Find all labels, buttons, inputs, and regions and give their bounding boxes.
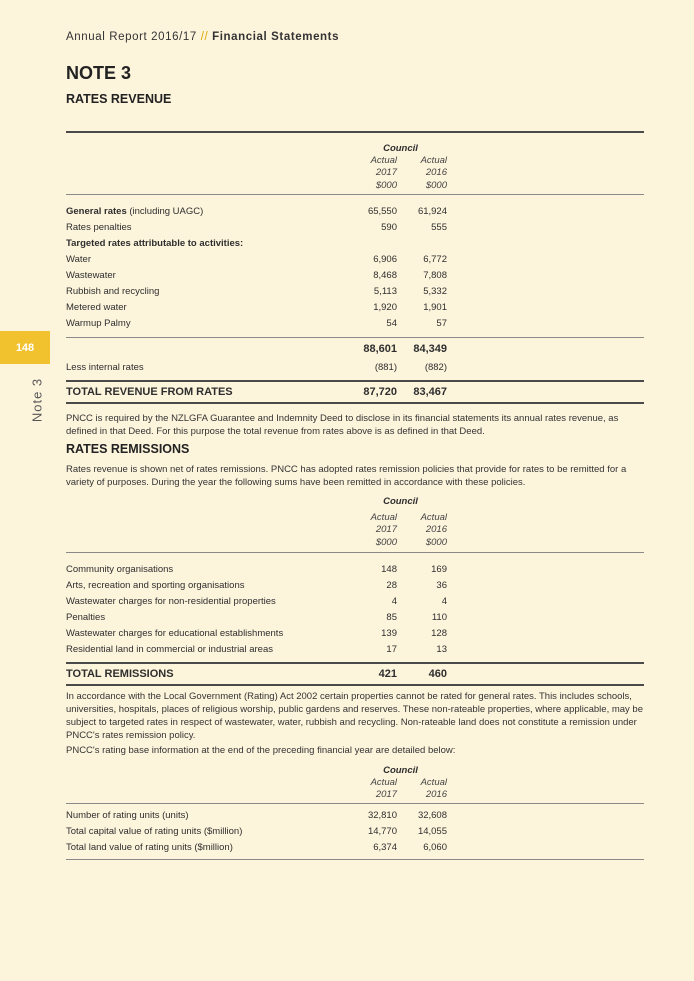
table-row: Water 6,906 6,772: [66, 254, 447, 265]
note-title: NOTE 3: [66, 63, 132, 83]
table-row: Rates penalties 590 555: [66, 222, 447, 233]
table-row: Wastewater charges for educational establishments 139 128: [66, 628, 447, 639]
council-heading: Council: [383, 495, 418, 507]
page-header: [66, 31, 339, 43]
rating-base-intro: PNCC's rating base information at the end of the preceding financial year are detailed below:: [66, 745, 456, 756]
targeted-rates-heading: Targeted rates attributable to activities:: [66, 238, 244, 249]
total-bottom-rule: [66, 684, 644, 686]
table-row: Number of rating units (units) 32,810 32,608: [66, 809, 447, 821]
table-row: General rates (including UAGC) 65,550 61,924: [66, 206, 447, 217]
council-heading: Council: [383, 142, 418, 154]
page-number-tab: 148: [0, 331, 50, 364]
table-row: Residential land in commercial or industrial areas 17 13: [66, 644, 447, 655]
column-headers: Actual Actual 2017 2016 $000 $000: [370, 154, 447, 191]
column-headers: Actual Actual 2017 2016: [370, 776, 447, 801]
table-row: Total land value of rating units ($million) 6,374 6,060: [66, 841, 447, 853]
total-remissions-row: TOTAL REMISSIONS 421 460: [66, 667, 447, 680]
table-row: Arts, recreation and sporting organisations 28 36: [66, 580, 447, 591]
column-headers: Actual Actual 2017 2016 $000 $000: [370, 511, 447, 548]
section-title: Financial Statements: [212, 31, 340, 43]
table-row: Total capital value of rating units ($million) 14,770 14,055: [66, 825, 447, 837]
table-row: Metered water 1,920 1,901: [66, 302, 447, 313]
report-title: Annual Report 2016/17: [66, 31, 197, 43]
remissions-table: [66, 495, 644, 686]
council-heading: Council: [383, 764, 418, 776]
side-note-label: Note 3: [29, 377, 45, 423]
total-bottom-rule: [66, 402, 644, 404]
remissions-heading: RATES REMISSIONS: [66, 442, 190, 456]
table-row: Rubbish and recycling 5,113 5,332: [66, 286, 447, 297]
table-row: Wastewater 8,468 7,808: [66, 270, 447, 281]
table-row: Less internal rates (881) (882): [66, 362, 447, 373]
rates-revenue-table: [66, 131, 644, 404]
non-rateable-paragraph: In accordance with the Local Government (Rating) Act 2002 certain properties cannot be rated for general rates. This includes schools, universities, hospitals, places of religious worship, public gardens and reserves. These non-rateable properties, where applicable, may be subject to targeted rates in respect of wastewater, water, rubbish and recycling. Non-rateable land does not constitute a remission under PNCC's rates remission policy.: [66, 691, 643, 741]
table-row: Wastewater charges for non-residential properties 4 4: [66, 596, 447, 607]
header-separator: //: [200, 31, 209, 43]
table-row: Community organisations 148 169: [66, 564, 447, 575]
subtotal-row: 88,601 84,349: [363, 342, 447, 355]
table-bottom-rule: [66, 859, 644, 860]
remissions-intro-paragraph: Rates revenue is shown net of rates remissions. PNCC has adopted rates remission policies that provide for rates to be remitted for a variety of purposes. During the year the following sums have been remitted in accordance with these policies.: [66, 464, 627, 488]
note-subtitle: RATES REVENUE: [66, 92, 172, 106]
total-revenue-row: TOTAL REVENUE FROM RATES 87,720 83,467: [66, 385, 447, 398]
table-row: Penalties 85 110: [66, 612, 447, 623]
nzlgfa-disclosure-paragraph: PNCC is required by the NZLGFA Guarantee and Indemnity Deed to disclose in its financial statements its annual rates revenue, as defined in that Deed. For this purpose the total revenue from rates above is as defined in that Deed.: [66, 413, 619, 437]
table-row: Warmup Palmy 54 57: [66, 318, 447, 329]
rating-base-table: [66, 764, 644, 860]
